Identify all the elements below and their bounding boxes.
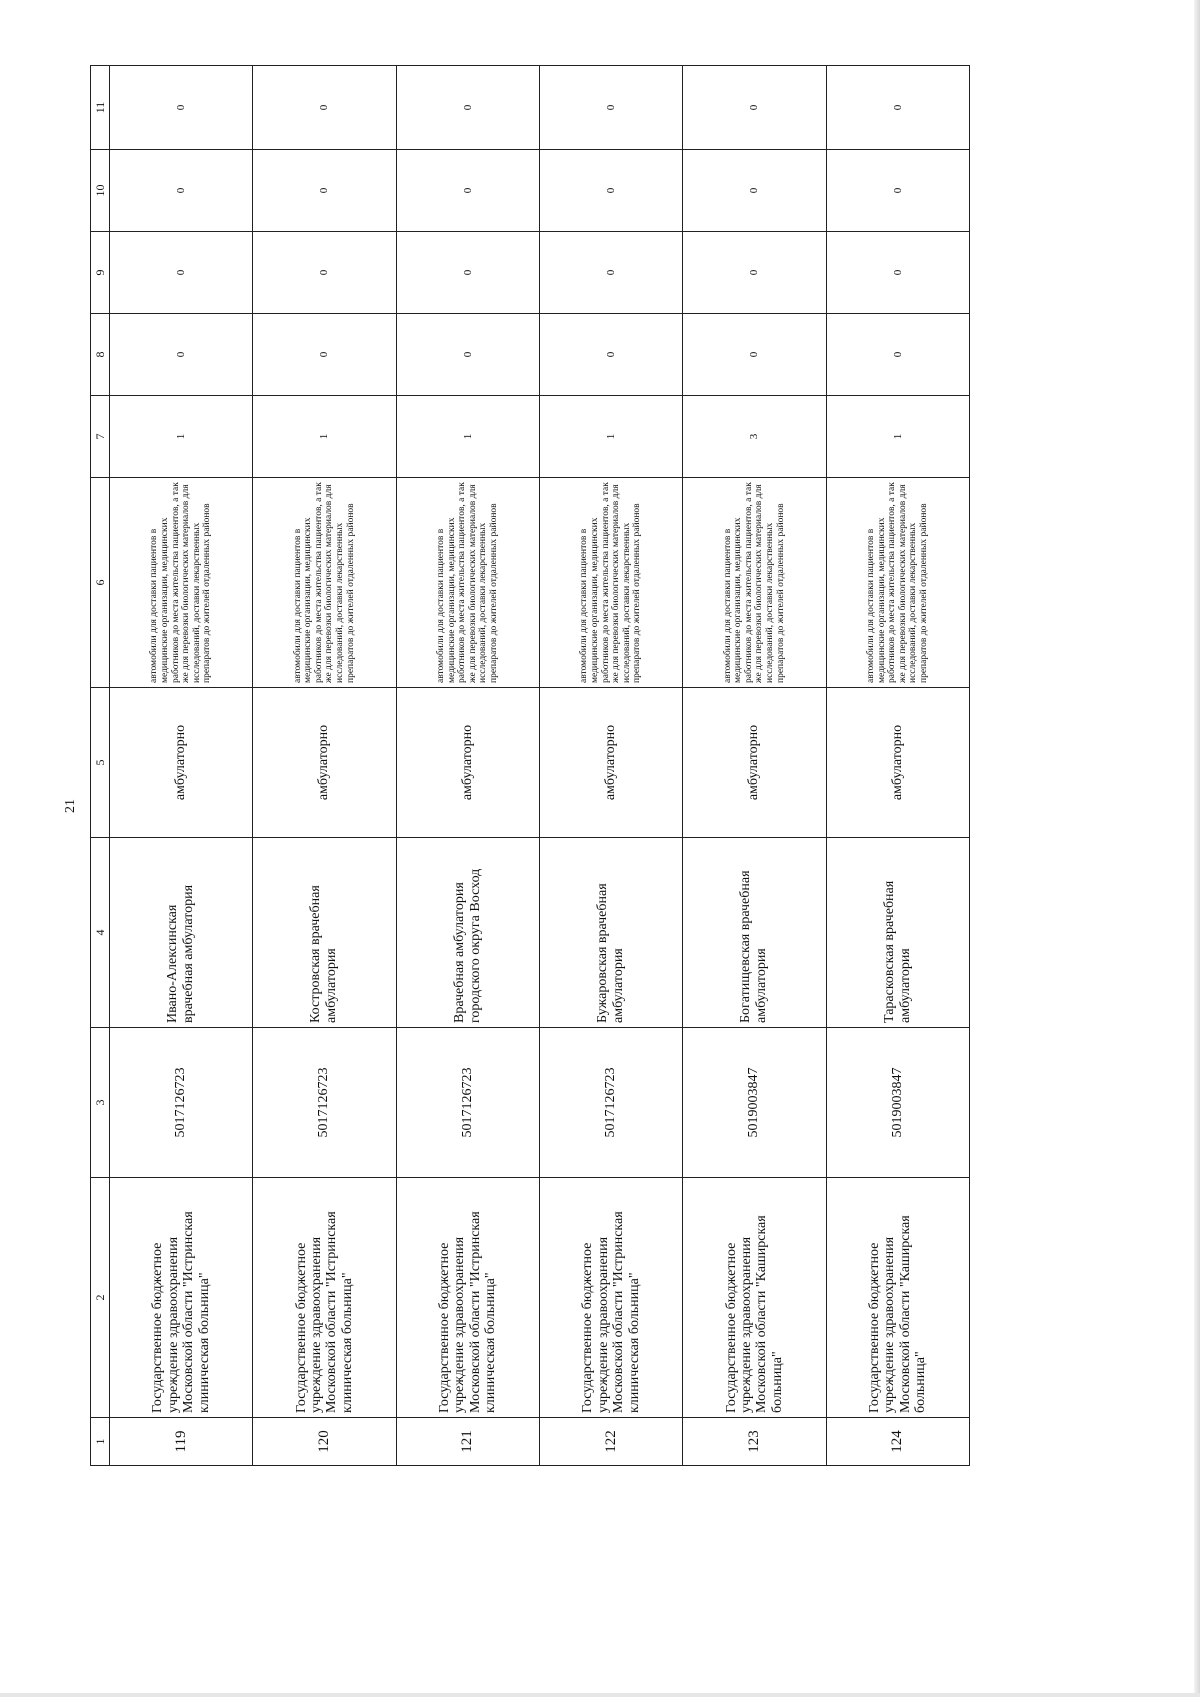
value-cell: 0: [396, 232, 539, 314]
vehicle-purpose: автомобили для доставки пациентов в медицинские организации, медицинских работников до места жительства пациентов, а так же для перевозки биологических материалов для исследований, доставки лекарственных препаратов до жителей отдаленных районов: [110, 478, 253, 688]
value-cell: 0: [396, 66, 539, 150]
value-cell: 0: [253, 232, 396, 314]
table-row: [539, 66, 682, 1466]
organization-name: Государственное бюджетное учреждение здравоохранения Московской области "Истринская клиническая больница": [110, 1178, 253, 1418]
column-number: 3: [91, 1028, 110, 1178]
row-number: 120: [253, 1418, 396, 1466]
row-number: 122: [539, 1418, 682, 1466]
row-number: 124: [826, 1418, 969, 1466]
value-cell: 0: [396, 314, 539, 396]
register-table: [90, 65, 970, 1466]
value-cell: 0: [826, 66, 969, 150]
table-row: [683, 66, 826, 1466]
vehicle-purpose: автомобили для доставки пациентов в медицинские организации, медицинских работников до места жительства пациентов, а так же для перевозки биологических материалов для исследований, доставки лекарственных препаратов до жителей отдаленных районов: [683, 478, 826, 688]
column-number: 11: [91, 66, 110, 150]
value-cell: 0: [683, 66, 826, 150]
table-row: [253, 66, 396, 1466]
value-cell: 0: [539, 66, 682, 150]
row-number: 123: [683, 1418, 826, 1466]
care-mode: амбулаторно: [396, 688, 539, 838]
inn: 5017126723: [539, 1028, 682, 1178]
facility-name: Костровская врачебная амбулатория: [253, 838, 396, 1028]
column-number: 2: [91, 1178, 110, 1418]
care-mode: амбулаторно: [539, 688, 682, 838]
table-row: [110, 66, 253, 1466]
value-cell: 0: [253, 150, 396, 232]
value-cell: 0: [539, 232, 682, 314]
value-cell: 0: [110, 232, 253, 314]
value-cell: 1: [253, 396, 396, 478]
rotated-table-frame: [90, 66, 970, 1466]
value-cell: 0: [110, 150, 253, 232]
inn: 5017126723: [396, 1028, 539, 1178]
value-cell: 0: [396, 150, 539, 232]
value-cell: 1: [539, 396, 682, 478]
row-number: 119: [110, 1418, 253, 1466]
inn: 5019003847: [683, 1028, 826, 1178]
value-cell: 1: [110, 396, 253, 478]
facility-name: Врачебная амбулатория городского округа Восход: [396, 838, 539, 1028]
value-cell: 3: [683, 396, 826, 478]
value-cell: 0: [826, 232, 969, 314]
page-number: 21: [63, 799, 78, 813]
care-mode: амбулаторно: [683, 688, 826, 838]
value-cell: 0: [826, 314, 969, 396]
value-cell: 0: [253, 66, 396, 150]
value-cell: 1: [826, 396, 969, 478]
vehicle-purpose: автомобили для доставки пациентов в медицинские организации, медицинских работников до места жительства пациентов, а так же для перевозки биологических материалов для исследований, доставки лекарственных препаратов до жителей отдаленных районов: [539, 478, 682, 688]
care-mode: амбулаторно: [826, 688, 969, 838]
column-number: 1: [91, 1418, 110, 1466]
table-row: [396, 66, 539, 1466]
column-number: 4: [91, 838, 110, 1028]
value-cell: 0: [826, 150, 969, 232]
inn: 5017126723: [110, 1028, 253, 1178]
facility-name: Богатищевская врачебная амбулатория: [683, 838, 826, 1028]
vehicle-purpose: автомобили для доставки пациентов в медицинские организации, медицинских работников до места жительства пациентов, а так же для перевозки биологических материалов для исследований, доставки лекарственных препаратов до жителей отдаленных районов: [253, 478, 396, 688]
organization-name: Государственное бюджетное учреждение здравоохранения Московской области "Каширская больница": [826, 1178, 969, 1418]
vehicle-purpose: автомобили для доставки пациентов в медицинские организации, медицинских работников до места жительства пациентов, а так же для перевозки биологических материалов для исследований, доставки лекарственных препаратов до жителей отдаленных районов: [826, 478, 969, 688]
care-mode: амбулаторно: [110, 688, 253, 838]
column-number: 9: [91, 232, 110, 314]
value-cell: 0: [683, 232, 826, 314]
care-mode: амбулаторно: [253, 688, 396, 838]
column-number: 5: [91, 688, 110, 838]
organization-name: Государственное бюджетное учреждение здравоохранения Московской области "Истринская клиническая больница": [253, 1178, 396, 1418]
value-cell: 0: [683, 150, 826, 232]
organization-name: Государственное бюджетное учреждение здравоохранения Московской области "Истринская клиническая больница": [396, 1178, 539, 1418]
table-row: [826, 66, 969, 1466]
row-number: 121: [396, 1418, 539, 1466]
scan-bottom-edge: [0, 1693, 1200, 1697]
organization-name: Государственное бюджетное учреждение здравоохранения Московской области "Каширская больница": [683, 1178, 826, 1418]
vehicle-purpose: автомобили для доставки пациентов в медицинские организации, медицинских работников до места жительства пациентов, а так же для перевозки биологических материалов для исследований, доставки лекарственных препаратов до жителей отдаленных районов: [396, 478, 539, 688]
value-cell: 0: [539, 314, 682, 396]
scan-edge: [1194, 0, 1200, 1697]
value-cell: 1: [396, 396, 539, 478]
facility-name: Ивано-Алексинская врачебная амбулатория: [110, 838, 253, 1028]
column-number: 6: [91, 478, 110, 688]
value-cell: 0: [253, 314, 396, 396]
column-number-row: [91, 66, 110, 1466]
inn: 5019003847: [826, 1028, 969, 1178]
facility-name: Бужаровская врачебная амбулатория: [539, 838, 682, 1028]
column-number: 7: [91, 396, 110, 478]
value-cell: 0: [110, 66, 253, 150]
column-number: 8: [91, 314, 110, 396]
table-wrapper: [90, 66, 970, 1506]
organization-name: Государственное бюджетное учреждение здравоохранения Московской области "Истринская клиническая больница": [539, 1178, 682, 1418]
value-cell: 0: [110, 314, 253, 396]
value-cell: 0: [539, 150, 682, 232]
facility-name: Тарасковская врачебная амбулатория: [826, 838, 969, 1028]
inn: 5017126723: [253, 1028, 396, 1178]
value-cell: 0: [683, 314, 826, 396]
column-number: 10: [91, 150, 110, 232]
